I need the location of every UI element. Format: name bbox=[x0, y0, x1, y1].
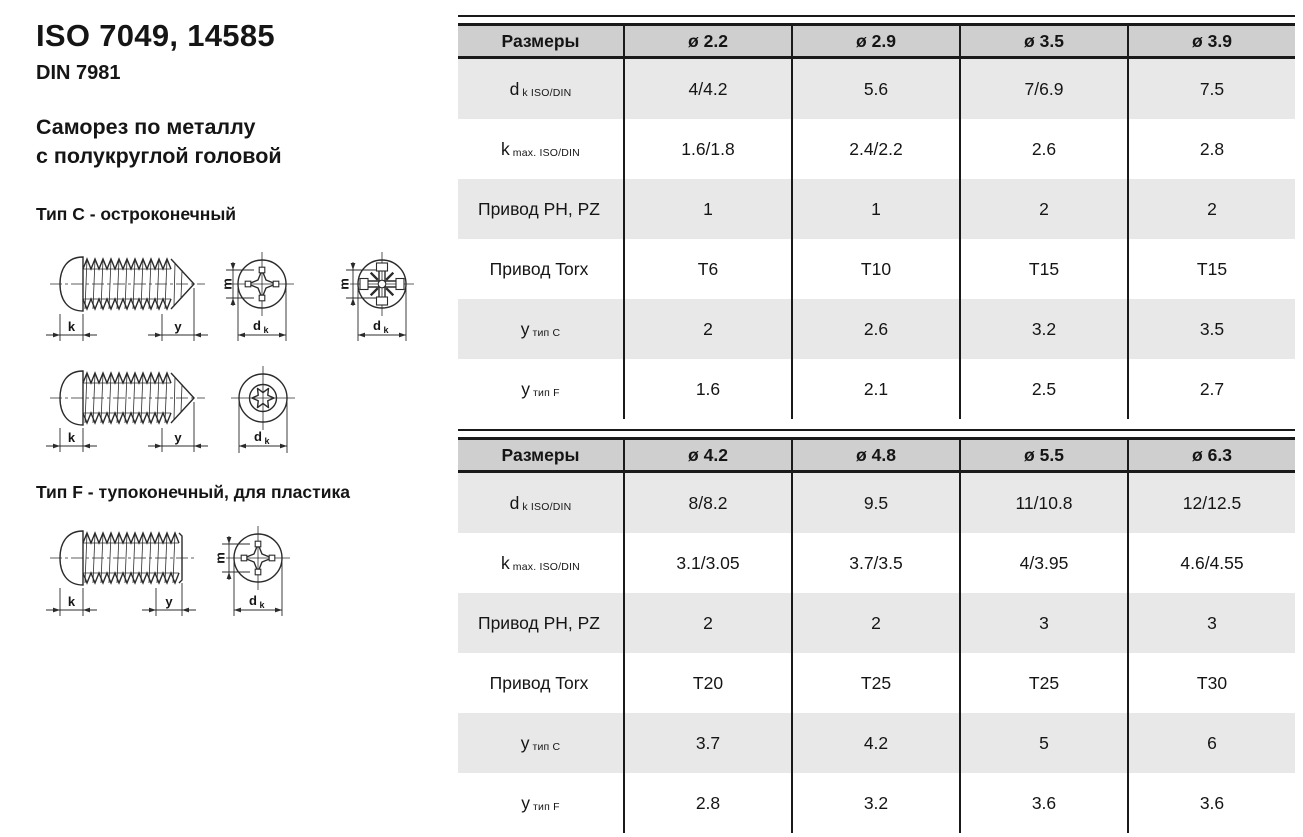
table-row bbox=[458, 119, 1295, 179]
row-label bbox=[458, 473, 623, 533]
dim-label-y: y bbox=[174, 430, 182, 445]
drawing-type-c-torx bbox=[30, 352, 450, 456]
table-header-diameter: ø 5.5 bbox=[959, 440, 1127, 470]
value-cell: 3.6 bbox=[959, 773, 1127, 833]
screw-drawing-row-3-svg bbox=[30, 510, 450, 622]
table-header-diameter: ø 2.9 bbox=[791, 26, 959, 56]
table-top-rule bbox=[458, 15, 1295, 17]
value-cell: 3.5 bbox=[1127, 299, 1295, 359]
value-cell: 7.5 bbox=[1127, 59, 1295, 119]
screw-side-view-pointed-icon bbox=[46, 371, 208, 452]
value-cell: 2.4/2.2 bbox=[791, 119, 959, 179]
value-cell: 7/6.9 bbox=[959, 59, 1127, 119]
value-cell: 2 bbox=[623, 593, 791, 653]
value-cell: 8/8.2 bbox=[623, 473, 791, 533]
row-label bbox=[458, 59, 623, 119]
value-cell: T20 bbox=[623, 653, 791, 713]
row-label-main: d bbox=[509, 492, 520, 513]
row-label-subscript: k ISO/DIN bbox=[522, 87, 572, 99]
dim-label-d: d bbox=[254, 429, 262, 444]
dim-label-y: y bbox=[174, 319, 182, 334]
value-cell: 2 bbox=[791, 593, 959, 653]
table-row bbox=[458, 239, 1295, 299]
table-row bbox=[458, 59, 1295, 119]
dim-label-k: k bbox=[67, 594, 76, 609]
value-cell: T6 bbox=[623, 239, 791, 299]
value-cell: 3.7 bbox=[623, 713, 791, 773]
value-cell: 1.6 bbox=[623, 359, 791, 419]
dim-label-d: d bbox=[373, 318, 381, 333]
table-row bbox=[458, 713, 1295, 773]
row-label bbox=[458, 593, 623, 653]
drawing-type-c-ph-pz bbox=[30, 238, 450, 350]
value-cell: 2 bbox=[959, 179, 1127, 239]
dim-label-k: k bbox=[67, 319, 76, 334]
row-label-main: Привод PH, PZ bbox=[477, 612, 600, 633]
table-header-diameter: ø 3.5 bbox=[959, 26, 1127, 56]
row-label bbox=[458, 119, 623, 179]
table-row bbox=[458, 299, 1295, 359]
row-label-subscript: тип C bbox=[532, 741, 561, 753]
description-line-2: с полукруглой головой bbox=[36, 144, 282, 168]
row-label-subscript: max. ISO/DIN bbox=[512, 561, 580, 573]
row-label-main: y bbox=[520, 318, 530, 339]
value-cell: 4.6/4.55 bbox=[1127, 533, 1295, 593]
pozidriv-head-view-icon bbox=[337, 252, 414, 341]
value-cell: T25 bbox=[959, 653, 1127, 713]
value-cell: 3.2 bbox=[791, 773, 959, 833]
value-cell: 2.8 bbox=[1127, 119, 1295, 179]
drawing-type-f-ph bbox=[30, 510, 450, 622]
row-label bbox=[458, 773, 623, 833]
value-cell: 5.6 bbox=[791, 59, 959, 119]
table-row bbox=[458, 473, 1295, 533]
value-cell: 2.6 bbox=[959, 119, 1127, 179]
value-cell: 2.6 bbox=[791, 299, 959, 359]
dim-label-y: y bbox=[165, 594, 173, 609]
dim-label-d-sub: k bbox=[383, 325, 389, 335]
torx-head-view-icon bbox=[231, 366, 295, 453]
row-label-subscript: тип F bbox=[533, 387, 560, 399]
value-cell: 3.7/3.5 bbox=[791, 533, 959, 593]
table-header-diameter: ø 4.8 bbox=[791, 440, 959, 470]
row-label-main: y bbox=[520, 732, 530, 753]
dim-label-d: d bbox=[249, 593, 257, 608]
table-header-diameter: ø 6.3 bbox=[1127, 440, 1295, 470]
table-row bbox=[458, 533, 1295, 593]
row-label bbox=[458, 239, 623, 299]
value-cell: T10 bbox=[791, 239, 959, 299]
dimensions-table-small bbox=[458, 15, 1295, 419]
dim-label-m: m bbox=[336, 278, 352, 290]
row-label bbox=[458, 653, 623, 713]
table-header-row bbox=[458, 23, 1295, 59]
row-label-main: k bbox=[501, 552, 510, 573]
value-cell: 3 bbox=[959, 593, 1127, 653]
value-cell: 5 bbox=[959, 713, 1127, 773]
value-cell: T15 bbox=[1127, 239, 1295, 299]
value-cell: 2.5 bbox=[959, 359, 1127, 419]
page-title: ISO 7049, 14585 bbox=[36, 18, 275, 53]
row-label bbox=[458, 713, 623, 773]
value-cell: 3 bbox=[1127, 593, 1295, 653]
standard-subtitle: DIN 7981 bbox=[36, 62, 121, 84]
value-cell: T15 bbox=[959, 239, 1127, 299]
row-label-subscript: max. ISO/DIN bbox=[512, 147, 580, 159]
row-label-main: d bbox=[509, 78, 520, 99]
table-header-diameter: ø 4.2 bbox=[623, 440, 791, 470]
table-row bbox=[458, 653, 1295, 713]
type-c-heading: Тип C - остроконечный bbox=[36, 204, 237, 224]
dim-label-k: k bbox=[67, 430, 76, 445]
dim-label-m: m bbox=[219, 278, 235, 290]
row-label-main: k bbox=[501, 138, 510, 159]
table-row bbox=[458, 773, 1295, 833]
table-row bbox=[458, 593, 1295, 653]
table-header-label: Размеры bbox=[501, 30, 580, 51]
value-cell: T30 bbox=[1127, 653, 1295, 713]
value-cell: 2 bbox=[1127, 179, 1295, 239]
value-cell: 1 bbox=[623, 179, 791, 239]
value-cell: 4/3.95 bbox=[959, 533, 1127, 593]
row-label-main: Привод Torx bbox=[489, 672, 589, 693]
value-cell: 1 bbox=[791, 179, 959, 239]
row-label-main: Привод PH, PZ bbox=[477, 198, 600, 219]
screw-drawing-row-2-svg bbox=[30, 352, 450, 456]
value-cell: T25 bbox=[791, 653, 959, 713]
value-cell: 4/4.2 bbox=[623, 59, 791, 119]
row-label-main: y bbox=[521, 792, 531, 813]
value-cell: 3.6 bbox=[1127, 773, 1295, 833]
dim-label-m: m bbox=[212, 552, 228, 564]
dim-label-d-sub: k bbox=[259, 600, 265, 610]
table-top-rule bbox=[458, 429, 1295, 431]
value-cell: 4.2 bbox=[791, 713, 959, 773]
table-header-row bbox=[458, 437, 1295, 473]
row-label-subscript: k ISO/DIN bbox=[522, 501, 572, 513]
row-label bbox=[458, 359, 623, 419]
screw-side-view-pointed-icon bbox=[46, 257, 208, 341]
value-cell: 6 bbox=[1127, 713, 1295, 773]
value-cell: 2.1 bbox=[791, 359, 959, 419]
dim-label-d-sub: k bbox=[264, 436, 270, 446]
phillips-head-view-icon bbox=[220, 252, 294, 341]
table-row bbox=[458, 359, 1295, 419]
table-row bbox=[458, 179, 1295, 239]
value-cell: 3.1/3.05 bbox=[623, 533, 791, 593]
value-cell: 1.6/1.8 bbox=[623, 119, 791, 179]
dimensions-table-large bbox=[458, 429, 1295, 833]
dim-label-d-sub: k bbox=[263, 325, 269, 335]
value-cell: 9.5 bbox=[791, 473, 959, 533]
phillips-head-view-icon bbox=[213, 526, 290, 616]
type-f-heading: Тип F - тупоконечный, для пластика bbox=[36, 482, 350, 502]
screw-drawing-row-1-svg bbox=[30, 238, 450, 350]
screw-side-view-blunt-icon bbox=[46, 531, 196, 616]
table-header-diameter: ø 3.9 bbox=[1127, 26, 1295, 56]
row-label-main: Привод Torx bbox=[489, 258, 589, 279]
value-cell: 2 bbox=[623, 299, 791, 359]
description-line-1: Саморез по металлу bbox=[36, 115, 256, 139]
table-header-diameter: ø 2.2 bbox=[623, 26, 791, 56]
table-header-label: Размеры bbox=[501, 444, 580, 465]
row-label bbox=[458, 533, 623, 593]
dim-label-d: d bbox=[253, 318, 261, 333]
row-label-subscript: тип C bbox=[532, 327, 561, 339]
row-label bbox=[458, 299, 623, 359]
row-label bbox=[458, 179, 623, 239]
value-cell: 3.2 bbox=[959, 299, 1127, 359]
row-label-main: y bbox=[521, 378, 531, 399]
value-cell: 12/12.5 bbox=[1127, 473, 1295, 533]
value-cell: 2.7 bbox=[1127, 359, 1295, 419]
row-label-subscript: тип F bbox=[533, 801, 560, 813]
product-description bbox=[36, 113, 282, 171]
value-cell: 11/10.8 bbox=[959, 473, 1127, 533]
value-cell: 2.8 bbox=[623, 773, 791, 833]
